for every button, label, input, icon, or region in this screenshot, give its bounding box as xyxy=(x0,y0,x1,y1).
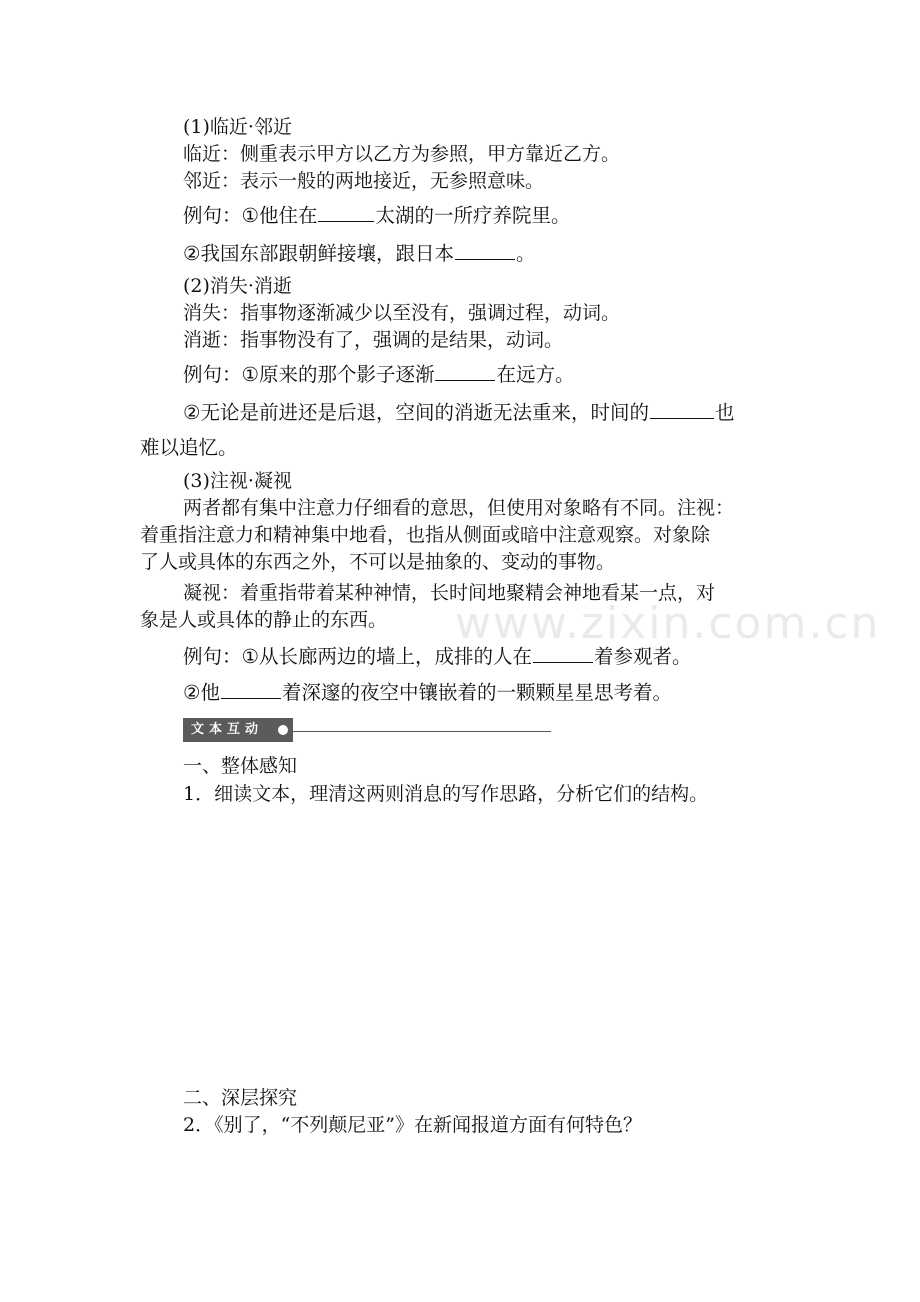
fill-blank xyxy=(455,241,515,260)
paragraph-line: 两者都有集中注意力仔细看的意思，但使用对象略有不同。注视： xyxy=(183,497,735,519)
example-2-2-cont: 难以追忆。 xyxy=(140,436,238,459)
banner-label: 文本互动 xyxy=(191,722,264,737)
example-text: 例句：①原来的那个影子逐渐 xyxy=(183,363,435,386)
example-text: 着参观者。 xyxy=(593,645,692,668)
example-text: ②我国东部跟朝鲜接壤，跟日本 xyxy=(183,242,454,265)
example-text: 太湖的一所疗养院里。 xyxy=(375,204,571,227)
definition-xiaoshi-2: 消逝：指事物没有了，强调的是结果，动词。 xyxy=(183,329,564,351)
example-2-1 xyxy=(183,362,575,388)
part-2-heading: 二、深层探究 xyxy=(183,1087,298,1109)
example-text: 在远方。 xyxy=(496,363,575,386)
paragraph-line: 凝视：着重指带着某种神情，长时间地聚精会神地看某一点，对 xyxy=(183,582,716,604)
question-2: 2．《别了，“不列颠尼亚”》在新闻报道方面有何特色？ xyxy=(183,1114,643,1136)
fill-blank xyxy=(650,400,714,419)
example-text: 也 xyxy=(714,401,735,424)
definition-linjin-2: 邻近：表示一般的两地接近，无参照意味。 xyxy=(183,170,545,192)
example-text: 。 xyxy=(515,242,536,265)
example-3-2 xyxy=(183,680,672,706)
paragraph-line: 着重指注意力和精神集中地看，也指从侧面或暗中注意观察。对象除 xyxy=(140,524,711,546)
definition-linjin: 临近：侧重表示甲方以乙方为参照，甲方靠近乙方。 xyxy=(183,143,621,165)
example-text: 着深邃的夜空中镶嵌着的一颗颗星星思考着。 xyxy=(281,681,672,704)
bullet-dot-icon xyxy=(278,725,288,735)
definition-xiaoshi: 消失：指事物逐渐减少以至没有，强调过程，动词。 xyxy=(183,302,621,324)
fill-blank xyxy=(533,644,593,663)
example-text: ②无论是前进还是后退，空间的消逝无法重来，时间的 xyxy=(183,401,649,424)
section-2-title: (2)消失·消逝 xyxy=(183,275,292,297)
example-text: 例句：①从长廊两边的墙上，成排的人在 xyxy=(183,645,532,668)
section-1-title: (1)临近·邻近 xyxy=(183,116,292,138)
fill-blank xyxy=(318,203,374,222)
fill-blank xyxy=(435,362,495,381)
part-1-heading: 一、整体感知 xyxy=(183,755,298,777)
example-1-1 xyxy=(183,203,571,229)
paragraph-line: 了人或具体的东西之外，不可以是抽象的、变动的事物。 xyxy=(140,551,616,573)
example-1-2 xyxy=(183,241,536,267)
example-text: 例句：①他住在 xyxy=(183,204,318,227)
divider-line xyxy=(293,731,551,732)
paragraph-line: 象是人或具体的静止的东西。 xyxy=(140,609,388,631)
fill-blank xyxy=(221,680,281,699)
example-2-2 xyxy=(183,400,735,426)
example-text: ②他 xyxy=(183,681,220,704)
section-3-title: (3)注视·凝视 xyxy=(183,470,292,492)
section-banner xyxy=(183,718,293,742)
example-3-1 xyxy=(183,644,692,670)
watermark: www.zixin.com.cn xyxy=(455,598,881,649)
question-1: 1．细读文本，理清这两则消息的写作思路，分析它们的结构。 xyxy=(183,783,709,805)
